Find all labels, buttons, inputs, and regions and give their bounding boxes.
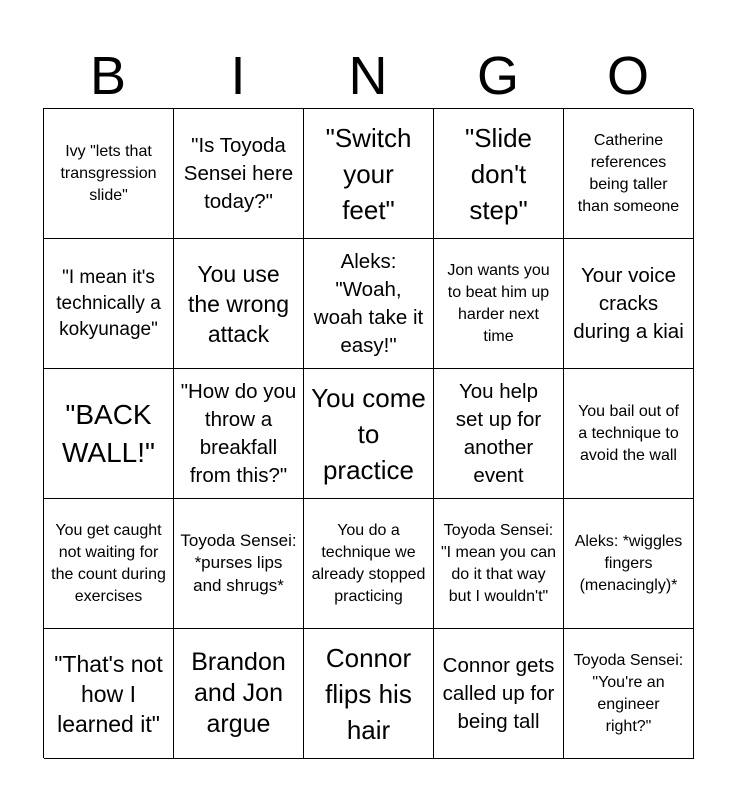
bingo-cell[interactable]	[44, 239, 174, 369]
cell-text: Toyoda Sensei: "I mean you can do it that way but I wouldn't"	[440, 521, 557, 605]
bingo-grid	[43, 108, 693, 758]
bingo-cell[interactable]	[434, 499, 564, 629]
cell-text: "Slide don't step"	[464, 122, 533, 225]
bingo-cell[interactable]	[304, 499, 434, 629]
cell-text: "BACK WALL!"	[62, 398, 155, 468]
cell-text: Connor flips his hair	[325, 642, 412, 745]
bingo-header	[43, 42, 693, 108]
bingo-cell[interactable]	[44, 369, 174, 499]
cell-text: You come to practice	[311, 382, 426, 485]
cell-text: Ivy "lets that transgression slide"	[60, 142, 157, 204]
bingo-cell[interactable]	[44, 109, 174, 239]
bingo-cell[interactable]	[174, 109, 304, 239]
bingo-cell[interactable]	[434, 239, 564, 369]
bingo-cell[interactable]	[564, 239, 694, 369]
header-letter-g: G	[476, 46, 519, 106]
cell-text: Brandon and Jon argue	[191, 648, 286, 738]
cell-text: Jon wants you to beat him up harder next time	[447, 261, 550, 345]
cell-text: You do a technique we already stopped practicing	[311, 521, 426, 605]
bingo-cell[interactable]	[304, 239, 434, 369]
cell-text: You get caught not waiting for the count during exercises	[51, 521, 166, 605]
cell-text: Your voice cracks during a kiai	[573, 263, 684, 343]
bingo-cell[interactable]	[564, 369, 694, 499]
header-letter-o: O	[606, 46, 649, 106]
cell-text: Connor gets called up for being tall	[442, 653, 555, 733]
bingo-cell[interactable]	[564, 499, 694, 629]
cell-text: "That's not how I learned it"	[54, 650, 163, 737]
cell-text: You bail out of a technique to avoid the wall	[578, 402, 679, 464]
bingo-cell[interactable]	[434, 629, 564, 759]
cell-text: Aleks: *wiggles fingers (menacingly)*	[574, 532, 683, 594]
bingo-cell[interactable]	[44, 629, 174, 759]
cell-text: Toyoda Sensei: *purses lips and shrugs*	[180, 530, 297, 595]
bingo-cell[interactable]	[434, 109, 564, 239]
cell-text: "I mean it's technically a kokyunage"	[56, 266, 161, 340]
bingo-cell[interactable]	[304, 369, 434, 499]
cell-text: "How do you throw a breakfall from this?"	[180, 379, 297, 487]
bingo-cell[interactable]	[434, 369, 564, 499]
bingo-cell[interactable]	[44, 499, 174, 629]
bingo-cell[interactable]	[174, 629, 304, 759]
cell-text: You help set up for another event	[455, 379, 542, 487]
cell-text: Catherine references being taller than someone	[577, 131, 680, 215]
bingo-cell[interactable]	[564, 109, 694, 239]
cell-text: "Switch your feet"	[325, 122, 412, 225]
bingo-cell[interactable]	[304, 629, 434, 759]
bingo-cell[interactable]	[174, 239, 304, 369]
bingo-cell[interactable]	[564, 629, 694, 759]
header-letter-i: I	[230, 46, 246, 106]
cell-text: Aleks: "Woah, woah take it easy!"	[313, 249, 424, 357]
bingo-cell[interactable]	[304, 109, 434, 239]
header-letter-b: B	[89, 46, 127, 106]
bingo-cell[interactable]	[174, 499, 304, 629]
cell-text: You use the wrong attack	[187, 260, 289, 347]
cell-text: Toyoda Sensei: "You're an engineer right?"	[573, 651, 684, 735]
header-letter-n: N	[348, 46, 388, 106]
cell-text: "Is Toyoda Sensei here today?"	[183, 133, 294, 213]
bingo-cell[interactable]	[174, 369, 304, 499]
